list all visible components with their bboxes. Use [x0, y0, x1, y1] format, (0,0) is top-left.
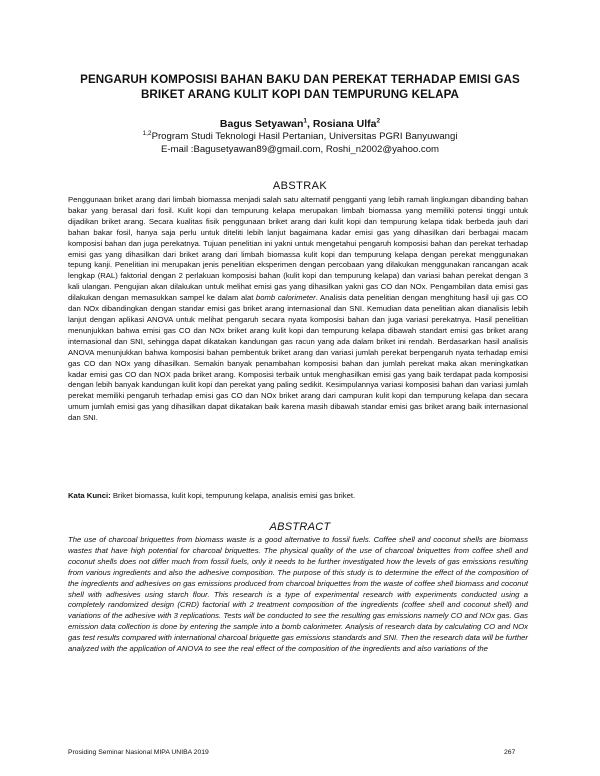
author-1-sup: 1 [303, 117, 307, 125]
abstract-heading: ABSTRACT [269, 521, 331, 533]
paper-title [60, 72, 540, 102]
authors [60, 118, 540, 131]
title-line-2: BRIKET ARANG KULIT KOPI DAN TEMPURUNG KELAPA [140, 88, 460, 101]
abstrak-heading: ABSTRAK [272, 180, 328, 192]
author-2-sup: 2 [376, 117, 381, 125]
keywords-text: Briket biomassa, kulit kopi, tempurung kelapa, analisis emisi gas briket. [110, 491, 356, 500]
affiliation-text: Program Studi Teknologi Hasil Pertanian, Universitas PGRI Banyuwangi [151, 131, 458, 142]
author-2: Rosiana Ulfa [312, 118, 377, 130]
abstrak-body-italic: bomb calorimeter [255, 293, 316, 303]
keywords [68, 490, 528, 501]
author-separator: , [307, 118, 313, 130]
footer-proceedings: Prosiding Seminar Nasional MIPA UNIBA 2019 [68, 749, 209, 756]
abstrak-body-part-2: . Analisis data penelitian dengan menghitung hasil uji gas CO dan NOx dibandingkan dengan standar emisi gas briket arang internasional dan SNI. Kemudian data penelitian akan dianalisis lebih lanjut dengan aplikasi ANOVA untuk melihat pengaruh secara nyata komposisi bahan dan juga variasi perekatnya. Hasil penelitian menunjukkan bahwa emisi gas CO dan NOx briket arang kulit kopi dan tempurung kelapa dibawah standart emisi gas briket arang internasional dan SNI, sehingga dapat dikatakan kandungan gas racun yang ada dalam briket ini rendah. Berdasarkan hasil analisis ANOVA menunjukkan bahwa komposisi bahan pembentuk briket arang dan variasi jumlah perekat berpengaruh nyata terhadap emisi gas CO dan NOx yang dihasilkan. Semakin banyak penambahan komposisi bahan dan jumlah perekat maka akan meningkatkan kadar emisi gas CO dan NOX pada briket arang. Komposisi terbaik untuk menghasilkan emisi gas yang baik terdapat pada komposisi dengan lebih banyak kandungan kulit kopi dan perekat yang paling sedikit. Kesimpulannya variasi komposisi bahan dan variasi jumlah perekat memiliki pengaruh terhadap emisi gas CO dan NOx briket arang dari campuran kulit kopi dan tempurung kelapa dan secara umum jumlah emisi gas yang dihasilkan dapat dikatakan baik karena masih dibawah standar emisi gas briket arang baik internasional dan SNI. [68, 293, 528, 423]
abstract-body: The use of charcoal briquettes from biomass waste is a good alternative to fossil fuels. Coffee shell and coconut shells are biomass wastes that have high potential for charcoal briquettes. The physical quality of the use of charcoal briquettes from coffee shell and coconut shells does not differ much from fossil fuels, only it needs to be further investigated how the levels of gas emissions resulting from various ingredients and also the adhesive composition. The purpose of this study is to determine the effect of the composition of the ingredients and adhesives on gas emissions produced from charcoal briquettes from the waste of coffee shell biomass and coconut shell with adhesives using starch flour. This research is a type of experimental research with experiments conducted using a completely randomized design (CRD) factorial with 2 treatment composition of the ingredients (coffee shell and coconut shell) and variations of the adhesive with 3 replications. Tests will be conducted to see the resulting gas emissions namely CO and NOx gas. Gas emission data collection is done by entering the sample into a bomb calorimeter. Analysis of research data by calculating CO and NOx gas test results compared with international charcoal briquette gas emissions standards and SNI. Then the research data will be further analyzed with the application of ANOVA to see the real effect of the composition of the ingredients and also variations of the [68, 535, 528, 654]
affiliation-sup: 1,2 [142, 129, 152, 137]
affiliation [60, 131, 540, 143]
keywords-label: Kata Kunci: [68, 491, 111, 500]
title-line-1: PENGARUH KOMPOSISI BAHAN BAKU DAN PEREKAT TERHADAP EMISI GAS [80, 73, 520, 86]
abstrak-body-part-1: Penggunaan briket arang dari limbah biomassa menjadi salah satu alternatif pengganti yang lebih ramah lingkungan dibanding bahan bakar yang berasal dari fosil. Kulit kopi dan tempurung kelapa merupakan limbah biomassa yang memiliki potensi tinggi untuk dijadikan briket arang. Secara kualitas fisik penggunaan briket arang dari kulit kopi dan tempurung kelapa tidak berbeda jauh dari bahan bakar fosil, hanya saja perlu untuk diteliti lebih lanjut bagaimana kadar emisi gas yang dihasilkan dari berbagai macam komposisi bahan dan juga perekatnya. Tujuan penelitian ini yakni untuk mengetahui pengaruh komposisi bahan dan perekat terhadap emisi gas yang dihasilkan dari briket arang dari limbah biomassa kulit kopi dan tempurung kelapa dengan perekat menggunakan tepung kanji. Penelitian ini merupakan jenis penelitian eksperimen dengan percobaan yang dilakukan menggunakan rancangan acak lengkap (RAL) faktorial dengan 2 perlakuan komposisi bahan (kulit kopi dan tempurung kelapa) dan variasi bahan perekat dengan 3 kali ulangan. Pengujian akan dilakukan untuk melihat emisi gas yang dihasilkan yakni gas CO dan NOx. Pengambilan data emisi gas dilakukan dengan memasukkan sampel ke dalam alat [68, 195, 528, 303]
author-1: Bagus Setyawan [219, 118, 304, 130]
footer-page-number: 267 [504, 749, 516, 756]
email-line: E-mail :Bagusetyawan89@gmail.com, Roshi_n2002@yahoo.com [160, 144, 440, 155]
abstrak-body [68, 195, 528, 424]
